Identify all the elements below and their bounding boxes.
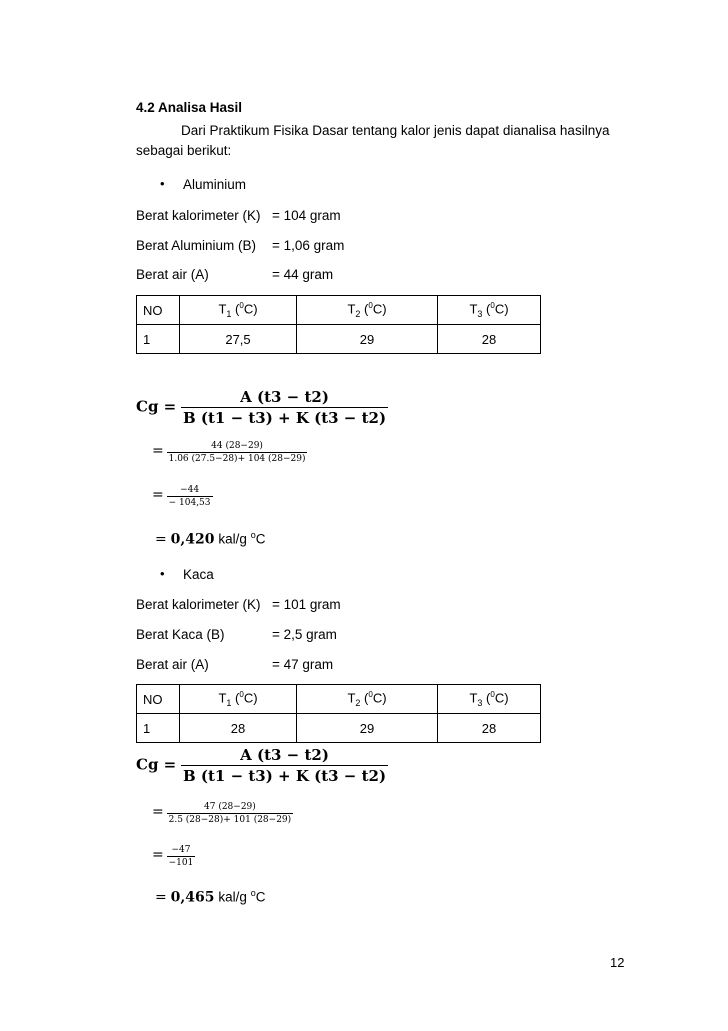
kaca-step1: [152, 802, 293, 825]
step-denominator: −101: [168, 858, 194, 868]
table-cell: 28: [438, 714, 541, 743]
result-unit-end: C: [255, 889, 266, 905]
table-cell: 29: [297, 325, 438, 354]
al-row-label: Berat Aluminium (B): [136, 238, 257, 253]
step-fraction: [167, 845, 196, 868]
table-header-row: [137, 685, 541, 714]
intro-line-2: sebagai berikut:: [136, 143, 232, 158]
step-fraction: [167, 441, 308, 464]
result-value: 0,465: [170, 889, 215, 906]
step-fraction: [167, 802, 294, 825]
al-result: [155, 530, 266, 548]
aluminium-table: [136, 295, 541, 354]
al-step1: [152, 441, 307, 464]
bullet-kaca: •: [160, 566, 165, 581]
step-equals: =: [152, 487, 164, 503]
kaca-row-value: = 47 gram: [272, 657, 334, 672]
al-formula: [136, 388, 388, 427]
kaca-title: Kaca: [183, 567, 214, 582]
result-degree: o: [250, 530, 256, 540]
table-header-row: [137, 296, 541, 325]
step-numerator: 44 (28−29): [211, 441, 263, 451]
page-number: 12: [610, 955, 625, 970]
table-header-cell: $T_3$ ($^0$C): [438, 296, 541, 325]
result-unit: kal/g: [218, 889, 247, 905]
section-heading: 4.2 Analisa Hasil: [136, 100, 243, 115]
kaca-row-value: = 101 gram: [272, 597, 341, 612]
kaca-row-label: Berat Kaca (B): [136, 627, 225, 642]
result-equals: =: [155, 531, 167, 548]
kaca-table: [136, 684, 541, 743]
table-row: [137, 325, 541, 354]
formula-denominator: B (t1 − t3) + K (t3 − t2): [183, 767, 387, 785]
table-cell: 28: [438, 325, 541, 354]
table-header-cell: $T_2$ ($^0$C): [297, 296, 438, 325]
step-equals: =: [152, 443, 164, 459]
table-row: [137, 714, 541, 743]
bullet-aluminium: •: [160, 176, 165, 191]
result-unit: kal/g: [218, 531, 247, 547]
formula-lhs: Cg =: [136, 397, 177, 416]
step-fraction: [167, 485, 213, 508]
al-row-value: = 1,06 gram: [272, 238, 345, 253]
formula-numerator: A (t3 − t2): [240, 388, 329, 406]
al-row-label: Berat air (A): [136, 267, 209, 282]
step-denominator: 2.5 (28−28)+ 101 (28−29): [168, 815, 292, 825]
table-cell: 29: [297, 714, 438, 743]
step-numerator: −47: [171, 845, 191, 855]
al-row-value: = 44 gram: [272, 267, 334, 282]
table-header-cell: $T_2$ ($^0$C): [297, 685, 438, 714]
table-header-cell: NO: [137, 685, 180, 714]
table-cell: 27,5: [180, 325, 297, 354]
formula-numerator: A (t3 − t2): [240, 746, 329, 764]
table-cell: 28: [180, 714, 297, 743]
kaca-formula: [136, 746, 388, 785]
step-equals: =: [152, 804, 164, 820]
intro-paragraph: [136, 121, 626, 141]
formula-fraction: [181, 388, 388, 427]
kaca-row-value: = 2,5 gram: [272, 627, 337, 642]
kaca-result: [155, 888, 266, 906]
al-step2: [152, 485, 213, 508]
al-row-label: Berat kalorimeter (K): [136, 208, 261, 223]
result-equals: =: [155, 889, 167, 906]
table-cell: 1: [137, 714, 180, 743]
step-numerator: 47 (28−29): [204, 802, 256, 812]
kaca-row-label: Berat kalorimeter (K): [136, 597, 261, 612]
kaca-row-label: Berat air (A): [136, 657, 209, 672]
aluminium-title: Aluminium: [183, 177, 247, 192]
step-denominator: 1.06 (27.5−28)+ 104 (28−29): [168, 454, 306, 464]
step-denominator: − 104,53: [168, 498, 211, 508]
formula-denominator: B (t1 − t3) + K (t3 − t2): [183, 409, 387, 427]
formula-fraction: [181, 746, 388, 785]
table-header-cell: NO: [137, 296, 180, 325]
formula-lhs: Cg =: [136, 755, 177, 774]
table-header-cell: $T_1$ ($^0$C): [180, 296, 297, 325]
table-cell: 1: [137, 325, 180, 354]
step-equals: =: [152, 847, 164, 863]
result-degree: o: [250, 888, 256, 898]
step-numerator: −44: [180, 485, 200, 495]
result-value: 0,420: [170, 531, 215, 548]
al-row-value: = 104 gram: [272, 208, 341, 223]
table-header-cell: $T_3$ ($^0$C): [438, 685, 541, 714]
table-header-cell: $T_1$ ($^0$C): [180, 685, 297, 714]
intro-line-1: Dari Praktikum Fisika Dasar tentang kalor jenis dapat dianalisa hasilnya: [181, 123, 610, 138]
result-unit-end: C: [255, 531, 266, 547]
kaca-step2: [152, 845, 195, 868]
